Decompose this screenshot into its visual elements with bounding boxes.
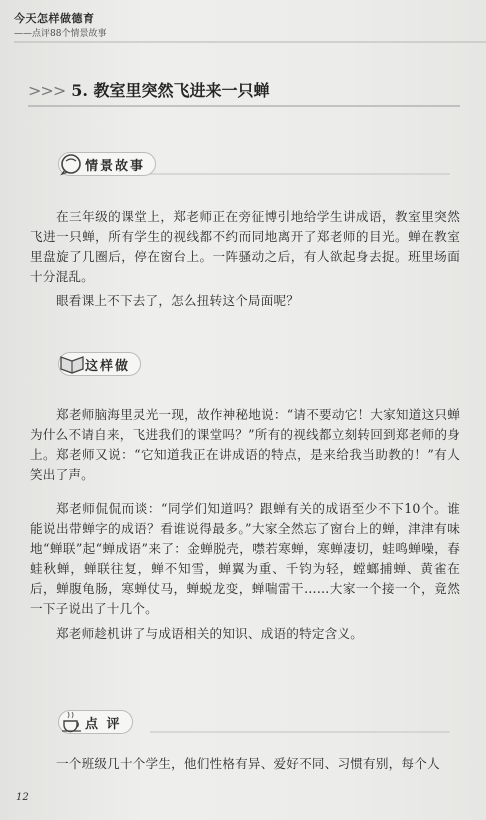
practice-heading: [58, 352, 141, 376]
practice-heading-badge: [58, 352, 141, 376]
story-heading-rule: [150, 172, 450, 176]
running-head-subtitle: ——点评88个情景故事: [14, 29, 107, 39]
comment-heading-label: 点 评: [85, 716, 122, 732]
chapter-title: [28, 78, 270, 101]
title-underline: [28, 104, 460, 108]
practice-paragraph-1: 郑老师脑海里灵光一现，故作神秘地说：“请不要动它！大家知道这只蝉为什么不请自来，飞进我们的课堂吗？”所有的视线都立刻转回到郑老师的身上。郑老师又说：“它知道我正在讲成语的特点，是来给我当助教的！”有人笑出了声。: [30, 407, 460, 482]
story-heading-label: 情景故事: [85, 158, 146, 174]
page-number: 12: [16, 792, 29, 803]
practice-paragraph-3: 郑老师趁机讲了与成语相关的知识、成语的特定含义。: [56, 626, 364, 641]
story-heading-badge: [58, 152, 156, 176]
practice-paragraph-2: 郑老师侃侃而谈：“同学们知道吗？跟蝉有关的成语至少不下10个。谁能说出带蝉字的成语？看谁说得最多。”大家全然忘了窗台上的蝉，津津有味地“蝉联”起“蝉成语”来了：金蝉脱壳，噤若寒蝉，寒蝉凄切，蛙鸣蝉噪，春蛙秋蝉，蝉联往复，蝉不知雪，蝉翼为重、千钧为轻，螳螂捕蝉、黄雀在后，蝉腹龟肠，寒蝉仗马，蝉蜕龙变，蝉喘雷干……大家一个接一个，竟然一下子说出了十几个。: [30, 501, 460, 616]
running-head-title: 今天怎样做德育: [14, 12, 95, 25]
comment-paragraph-1: 一个班级几十个学生，他们性格有异、爱好不同、习惯有别，每个人: [56, 756, 440, 771]
header-divider: [14, 40, 486, 44]
comment-heading: [58, 710, 133, 734]
story-paragraph-2: 眼看课上不下去了，怎么扭转这个局面呢？: [56, 293, 300, 308]
chapter-title-text: 5. 教室里突然飞进来一只蝉: [71, 81, 270, 100]
teacup-icon: [59, 709, 85, 735]
comment-heading-badge: [58, 710, 133, 734]
chevron-icon: >>>: [28, 81, 66, 100]
story-heading: [58, 152, 156, 176]
quote-bubble-icon: [59, 151, 85, 177]
practice-heading-label: 这样做: [85, 358, 131, 374]
story-paragraph-1: 在三年级的课堂上，郑老师正在旁征博引地给学生讲成语，教室里突然飞进一只蝉，所有学生的视线都不约而同地离开了郑老师的目光。蝉在教室里盘旋了几圈后，停在窗台上。一阵骚动之后，有人欲起身去捉。班里场面十分混乱。: [30, 209, 460, 284]
comment-heading-rule: [150, 730, 450, 734]
book-icon: [59, 351, 85, 377]
